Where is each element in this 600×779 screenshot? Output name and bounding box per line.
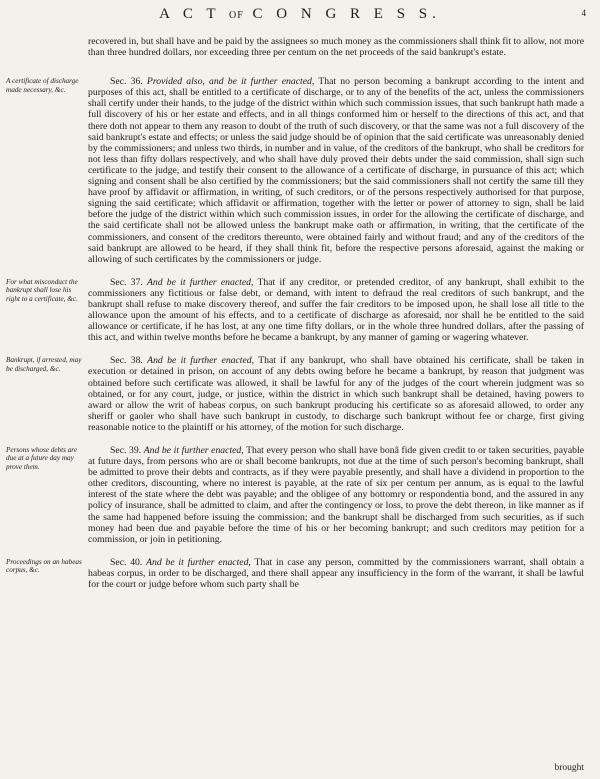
section-lead: And be it further enacted, [146,276,254,288]
section-39 [88,445,584,545]
section-40 [88,557,584,590]
section-text: That if any bankrupt, who shall have obtained his certificate, shall be taken in execution or detained in prison, on account of any debts owing before he became a bankrupt, by reason that judgment was obtained before such certificate was allowed, it shall be lawful for any of the judges of the court wherein judgment was so obtained, or for any court, judge, or justice, within the district in which such bankrupt shall be detained, having powers to award or allow the writ of habeas corpus, on such bankrupt producing his certificate so as aforesaid allowed, to order any sheriff or gaoler who shall have such bankrupt in custody, to discharge such bankrupt without fee or charge, first giving reasonable notice to the plaintiff or his attorney, of the motion for such discharge. [88,355,584,433]
section-number: Sec. 39. [110,445,142,456]
margin-note-sec36: A certificate of discharge made necessary, &c. [6,77,79,94]
margin-note-sec39: Persons whose debts are due at a future day may prove them. [6,446,78,471]
header-left: A C T [159,6,221,22]
document-body [88,36,584,602]
page-number: 4 [581,8,586,18]
section-number: Sec. 37. [110,276,143,288]
margin-note-sec38: Bankrupt, if arrested, may be discharged, &c. [6,356,82,373]
paragraph-text: recovered in, but shall have and be paid by the assignees so much money as the commissioners shall think fit to allow, not more than three hundred dollars, nor exceeding three per centum on the net proceeds of the said bankrupt's estate. [88,36,584,59]
section-text: That in case any person, committed by the commissioners warrant, shall obtain a habeas corpus, in order to be discharged, and there shall appear any insufficiency in the form of the warrant, it shall be lawful for the court or judge before whom such party shall be [88,556,584,591]
header-of: OF [228,10,244,21]
section-text: That if any creditor, or pretended creditor, of any bankrupt, shall exhibit to the commissioners any fictitious or false debt, or demand, with intent to defraud the real creditors of such bankrupt, and the bankrupt shall refuse to make discovery thereof, and suffer the fair creditors to be imposed upon, he shall lose all title to the allowance upon the amount of his effects, and to a certificate of discharge as aforesaid, nor shall he be entitled to the said allowance or certificate, if he has lost, at any one time fifty dollars, or in the whole three hundred dollars, after the passing of this act, and within twelve months before he became a bankrupt, by any manner of gaming or wagering whatever. [88,276,584,344]
section-text: That every person who shall have bonâ fide given credit to or taken securities, payable at future days, from persons who are or shall become bankrupts, not due at the time of such person's becoming bankrupt, shall be admitted to prove their debts and contracts, as if they were payable presently, and shall have a dividend in proportion to the other creditors, discounting, where no interest is payable, at the rate of six per centum per annum, as is equal to the lawful interest of the state where the debt was payable; and the obligee of any bottomry or respondentia bond, and the assured in any policy of insurance, shall be admitted to claim, and after the contingency or loss, to prove the debt thereon, in like manner as if the same had happened before issuing the commission; and the bankrupt shall be discharged from such securities, as if such money had been due and payable before the time of his or her becoming bankrupt; and such creditors may petition for a commission, or join in petitioning. [88,445,584,545]
catchword: brought [554,763,584,773]
section-number: Sec. 40. [110,556,143,568]
header-right: C O N G R E S S. [252,6,441,22]
page-header [0,6,600,23]
section-36 [88,76,584,265]
section-number: Sec. 36. [110,76,143,88]
section-38 [88,355,584,433]
section-text: That no person becoming a bankrupt according to the intent and purposes of this act, shall be entitled to a certificate of discharge, or to any of the benefits of the act, unless the commissioners shall certify under their hands, to the judge of the district within which such commission issues, that such bankrupt hath made a full discovery of his or her estate and effects, and in all things conformed him or herself to the directions of this act, and that there doth not appear to them any reason to doubt of the truth of such discovery, or that the same was not a full discovery of the said bankrupt's estate and effects; or unless the said judge should be of opinion that the said certificate was unreasonably denied by the commissioners; and unless two thirds, in number and in value, of the creditors of the bankrupt, who shall be creditors for not less than fifty dollars respectively, and who shall have duly proved their debts under the said commission, shall sign such certificate to the judge, and testify their consent to the allowance of a certificate of discharge, in pursuance of this act; which signing and consent shall be also certified by the commissioners; but the said commissioners shall not certify the same till they have proof by affidavit or affirmation, in writing, of such creditors, or of the persons respectively authorised for that purpose, signing the said certificate; which affidavit or affirmation, together with the letter or power of attorney to sign, shall be laid before the judge of the district within which such commission issues, in order for the allowing the certificate of discharge, and the said certificate shall not be allowed unless the bankrupt make oath or affirmation, in writing, that the certificate of the commissioners, and consent of the creditors thereunto, were obtained fairly and without fraud; and any of the creditors of the said bankrupt are allowed to be heard, if they shall think fit, before the respective persons aforesaid, against the making or allowing of such certificates by the commissioners or judge. [88,76,585,265]
section-37 [88,277,584,344]
section-lead: Provided also, and be it further enacted, [146,76,315,88]
section-lead: And be it further enacted, [143,445,244,456]
section-lead: And be it further enacted, [147,355,255,367]
section-number: Sec. 38. [110,355,143,367]
paragraph-carryover [88,36,584,58]
margin-note-sec40: Proceedings on an habeas corpus, &c. [6,557,82,575]
margin-note-sec37: For what misconduct the bankrupt shall lose his right to a certificate, &c. [6,277,78,303]
section-lead: And be it further enacted, [146,556,251,568]
